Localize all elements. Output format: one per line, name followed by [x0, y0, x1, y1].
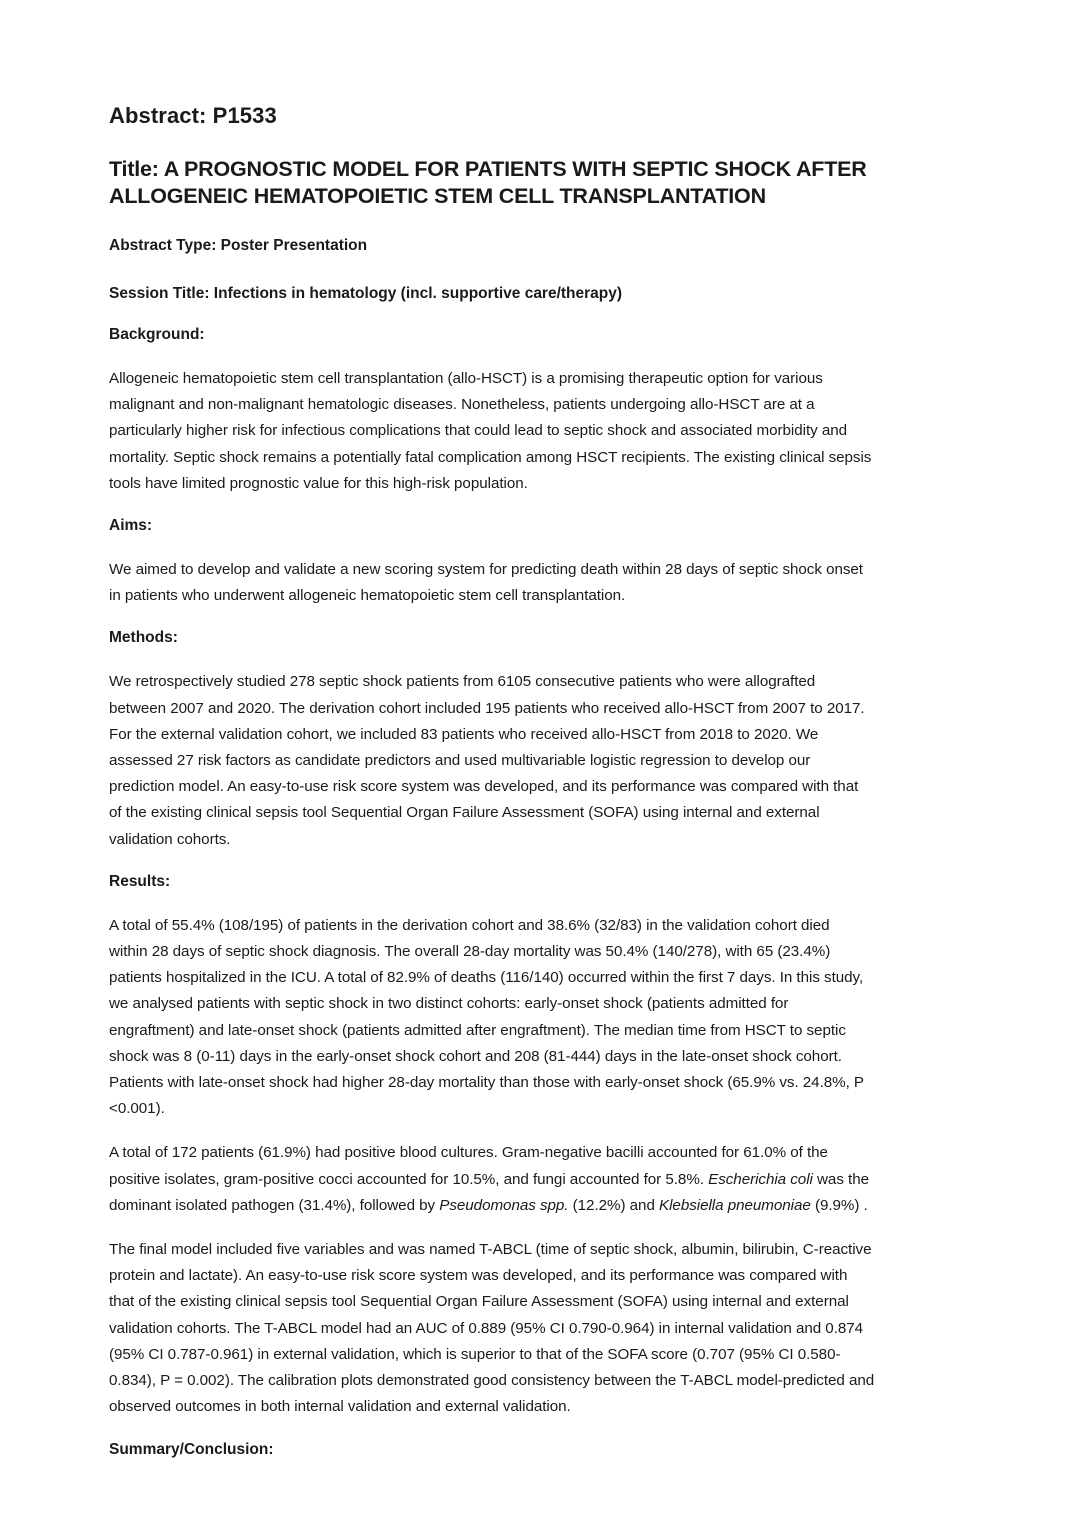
title-line: ALLOGENEIC HEMATOPOIETIC STEM CELL TRANSPLANTATION	[109, 184, 766, 208]
results-paragraph-1	[109, 913, 971, 1123]
pathogen-name: Escherichia coli	[708, 1170, 813, 1188]
text-segment: was the	[812, 1170, 870, 1188]
background-text	[109, 366, 971, 497]
text-line: in patients who underwent allogeneic hematopoietic stem cell transplantation.	[109, 587, 626, 605]
text-line: Allogeneic hematopoietic stem cell transplantation (allo-HSCT) is a promising therapeutic option for various	[109, 370, 823, 387]
text-line: prediction model. An easy-to-use risk score system was developed, and its performance was compared with that	[109, 778, 859, 796]
text-line: A total of 172 patients (61.9%) had positive blood cultures. Gram-negative bacilli accounted for 61.0% of the	[109, 1144, 828, 1162]
abstract-title	[109, 156, 971, 210]
text-line	[109, 1193, 971, 1219]
text-line: A total of 55.4% (108/195) of patients in the derivation cohort and 38.6% (32/83) in the validation cohort died	[109, 916, 830, 934]
text-line: We aimed to develop and validate a new scoring system for predicting death within 28 days of septic shock onset	[109, 561, 863, 579]
text-line: engraftment) and late-onset shock (patients admitted after engraftment). The median time from HSCT to septic	[109, 1021, 846, 1039]
text-line: particularly higher risk for infectious complications that could lead to septic shock and associated morbidity and	[109, 422, 848, 440]
text-line: of the existing clinical sepsis tool Sequential Organ Failure Assessment (SOFA) using internal and external	[109, 804, 820, 822]
text-line: assessed 27 risk factors as candidate predictors and used multivariable logistic regression to develop our	[109, 752, 811, 770]
methods-heading: Methods:	[109, 629, 178, 647]
pathogen-name: Klebsiella pneumoniae	[659, 1196, 811, 1214]
text-line: we analysed patients with septic shock in two distinct cohorts: early-onset shock (patients admitted for	[109, 995, 789, 1013]
text-segment: (12.2%) and	[568, 1196, 660, 1214]
results-heading: Results:	[109, 872, 171, 890]
text-line: (95% CI 0.787-0.961) in external validation, which is superior to that of the SOFA score (0.707 (95% CI 0.580-	[109, 1345, 841, 1363]
summary-heading: Summary/Conclusion:	[109, 1440, 274, 1458]
methods-text	[109, 669, 971, 852]
aims-text	[109, 557, 971, 609]
text-line: validation cohorts.	[109, 830, 231, 848]
text-line: Patients with late-onset shock had higher 28-day mortality than those with early-onset shock (65.9% vs. 24.8%, P	[109, 1074, 865, 1092]
text-line: that of the existing clinical sepsis tool Sequential Organ Failure Assessment (SOFA) using internal and external	[109, 1293, 849, 1311]
text-line: The final model included five variables and was named T-ABCL (time of septic shock, albumin, bilirubin, C-reactive	[109, 1241, 872, 1259]
text-line: patients hospitalized in the ICU. A total of 82.9% of deaths (116/140) occurred within the first 7 days. In this study,	[109, 969, 864, 987]
text-line: protein and lactate). An easy-to-use risk score system was developed, and its performance was compared with	[109, 1267, 848, 1285]
text-line: shock was 8 (0-11) days in the early-onset shock cohort and 208 (81-444) days in the late-onset shock cohort.	[109, 1047, 842, 1065]
text-line: For the external validation cohort, we included 83 patients who received allo-HSCT from 2018 to 2020. We	[109, 725, 819, 743]
text-line: between 2007 and 2020. The derivation cohort included 195 patients who received allo-HSCT from 2007 to 2017.	[109, 699, 865, 717]
text-line: 0.834), P = 0.002). The calibration plots demonstrated good consistency between the T-ABCL model-predicted and	[109, 1372, 875, 1390]
results-paragraph-2	[109, 1140, 971, 1219]
abstract-id: Abstract: P1533	[109, 103, 277, 128]
text-line: observed outcomes in both internal validation and external validation.	[109, 1398, 571, 1416]
title-line: Title: A PROGNOSTIC MODEL FOR PATIENTS WITH SEPTIC SHOCK AFTER	[109, 157, 867, 181]
text-line: <0.001).	[109, 1100, 165, 1118]
abstract-document	[109, 100, 971, 1461]
text-line: tools have limited prognostic value for this high-risk population.	[109, 474, 528, 492]
text-line: mortality. Septic shock remains a potentially fatal complication among HSCT recipients. The existing clinical sepsis	[109, 448, 872, 466]
text-segment: positive isolates, gram-positive cocci accounted for 10.5%, and fungi accounted for 5.8%.	[109, 1170, 709, 1188]
text-line: within 28 days of septic shock diagnosis. The overall 28-day mortality was 50.4% (140/278), with 65 (23.4%)	[109, 943, 831, 961]
pathogen-name: Pseudomonas spp.	[439, 1196, 569, 1214]
results-paragraph-3	[109, 1237, 971, 1420]
aims-heading: Aims:	[109, 517, 153, 535]
abstract-type: Abstract Type: Poster Presentation	[109, 237, 368, 254]
background-heading: Background:	[109, 326, 205, 343]
text-line: malignant and non-malignant hematologic diseases. Nonetheless, patients undergoing allo-HSCT are at a	[109, 396, 815, 414]
text-line: validation cohorts. The T-ABCL model had an AUC of 0.889 (95% CI 0.790-0.964) in internal validation and 0.874	[109, 1319, 864, 1337]
text-segment: (9.9%) .	[810, 1196, 868, 1214]
session-title: Session Title: Infections in hematology (incl. supportive care/therapy)	[109, 285, 623, 302]
text-line: We retrospectively studied 278 septic shock patients from 6105 consecutive patients who were allografted	[109, 673, 816, 691]
text-line	[109, 1167, 971, 1193]
text-segment: dominant isolated pathogen (31.4%), followed by	[109, 1196, 440, 1214]
